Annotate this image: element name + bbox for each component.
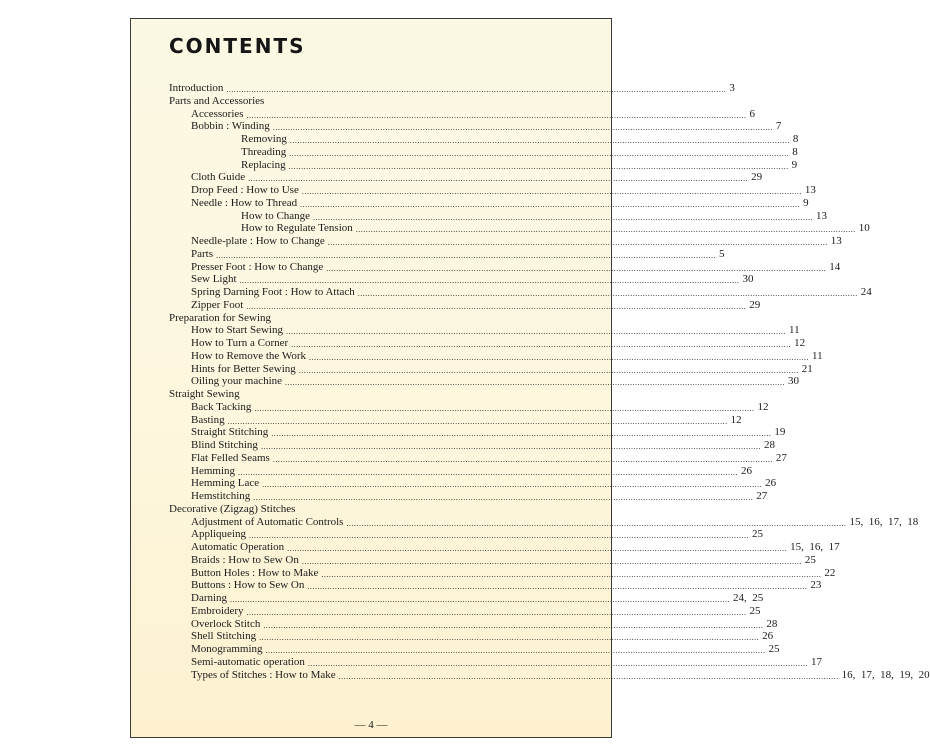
toc-entry xyxy=(169,388,240,401)
toc-entry xyxy=(169,82,735,95)
toc-entry-page: 8 xyxy=(792,145,798,158)
dot-leader: ........................................................................................................................................................................................................ xyxy=(288,161,789,171)
toc-entry-label: Cloth Guide xyxy=(191,171,246,184)
toc-entry-label: Removing xyxy=(241,133,287,145)
toc-entry-label: How to Regulate Tension xyxy=(241,222,353,235)
toc-entry xyxy=(191,362,813,376)
toc-entry-page: 8 xyxy=(792,133,799,145)
dot-leader: ........................................................................................................................................................................................................ xyxy=(355,225,856,235)
dot-leader: ........................................................................................................................................................................................................ xyxy=(227,416,728,426)
toc-entry-page: 17 xyxy=(810,655,822,668)
toc-entry xyxy=(241,158,798,172)
toc-entry xyxy=(191,171,763,184)
toc-entry-label: Automatic Operation xyxy=(191,541,285,553)
toc-entry-label: Basting xyxy=(191,413,225,426)
toc-entry-page: 15, 16, 17 xyxy=(790,541,840,553)
toc-entry-label: Oiling your machine xyxy=(191,375,283,388)
toc-entry-page: 30 xyxy=(742,273,754,286)
dot-leader: ........................................................................................................................................................................................................ xyxy=(272,454,773,464)
toc-entry-label: How to Change xyxy=(241,209,311,222)
dot-leader: ........................................................................................................................................................................................................ xyxy=(230,595,731,604)
toc-entry xyxy=(191,604,761,618)
dot-leader: ........................................................................................................................................................................................................ xyxy=(285,378,786,388)
toc-entry xyxy=(169,503,295,516)
toc-entry-label: Types of Stitches : How to Make xyxy=(191,668,336,681)
toc-entry xyxy=(191,349,823,363)
toc-entry-page: 25 xyxy=(804,553,816,566)
dot-leader: ........................................................................................................................................................................................................ xyxy=(259,633,760,643)
dot-leader: ........................................................................................................................................................................................................ xyxy=(238,467,738,477)
toc-entry-page: 13 xyxy=(816,209,828,222)
toc-entry xyxy=(241,209,828,223)
toc-entry-label: Sew Light xyxy=(191,273,237,286)
toc-entry-label: Presser Foot : How to Change xyxy=(191,260,324,273)
toc-entry-label: Straight Stitching xyxy=(191,426,269,439)
dot-leader: ........................................................................................................................................................................................................ xyxy=(265,646,766,655)
toc-entry xyxy=(191,579,822,592)
dot-leader: ........................................................................................................................................................................................................ xyxy=(262,480,763,490)
toc-entry xyxy=(169,95,264,108)
dot-leader: ........................................................................................................................................................................................................ xyxy=(298,365,799,375)
toc-entry xyxy=(241,145,798,159)
page-number: — 4 — xyxy=(354,719,388,731)
toc-entry xyxy=(191,439,775,452)
toc-entry-label: Back Tacking xyxy=(191,400,252,413)
toc-entry xyxy=(191,184,816,197)
toc-entry xyxy=(191,400,769,414)
toc-entry xyxy=(191,528,763,541)
toc-entry-label: Drop Feed : How to Use xyxy=(191,184,299,196)
toc-entry xyxy=(191,553,816,567)
toc-entry-page: 25 xyxy=(749,604,761,617)
dot-leader: ........................................................................................................................................................................................................ xyxy=(246,301,747,311)
toc-entry xyxy=(191,196,809,210)
dot-leader: ........................................................................................................................................................................................................ xyxy=(254,403,755,413)
dot-leader: ........................................................................................................................................................................................................ xyxy=(291,340,792,349)
toc-entry-page: 29 xyxy=(751,171,763,184)
page-title: CONTENTS xyxy=(169,34,306,58)
toc-entry-label: Spring Darning Foot : How to Attach xyxy=(191,286,355,298)
toc-entry-label: Hemstitching xyxy=(191,490,251,502)
toc-entry-page: 9 xyxy=(803,196,809,209)
dot-leader: ........................................................................................................................................................................................................ xyxy=(253,493,754,502)
toc-entry-page: 10 xyxy=(858,222,870,235)
toc-entry xyxy=(191,298,761,312)
toc-entry xyxy=(169,312,271,325)
toc-entry xyxy=(191,464,752,478)
dot-leader: ........................................................................................................................................................................................................ xyxy=(321,569,822,579)
dot-leader: ........................................................................................................................................................................................................ xyxy=(338,671,839,681)
dot-leader: ........................................................................................................................................................................................................ xyxy=(309,352,810,362)
toc-entry xyxy=(191,668,930,682)
toc-entry-label: Parts and Accessories xyxy=(169,94,265,107)
toc-entry-page: 28 xyxy=(766,617,778,630)
toc-entry xyxy=(191,515,919,529)
dot-leader: ........................................................................................................................................................................................................ xyxy=(246,110,747,120)
toc-entry-label: Needle-plate : How to Change xyxy=(191,235,325,247)
dot-leader: ........................................................................................................................................................................................................ xyxy=(216,250,716,260)
toc-entry-label: Semi-automatic operation xyxy=(191,655,305,668)
toc-entry xyxy=(191,566,836,580)
toc-entry-label: How to Start Sewing xyxy=(191,324,283,337)
toc-entry-label: Embroidery xyxy=(191,604,244,617)
dot-leader: ........................................................................................................................................................................................................ xyxy=(248,174,749,184)
toc-entry-page: 12 xyxy=(757,400,769,413)
toc-entry-page: 21 xyxy=(801,362,813,375)
toc-entry-label: How to Remove the Work xyxy=(191,349,307,362)
toc-entry xyxy=(191,235,842,248)
dot-leader: ........................................................................................................................................................................................................ xyxy=(313,212,814,222)
toc-entry-label: How to Turn a Corner xyxy=(191,337,289,349)
toc-entry xyxy=(191,592,764,605)
toc-entry-label: Monogramming xyxy=(191,643,263,655)
toc-entry-page: 26 xyxy=(765,477,777,490)
dot-leader: ........................................................................................................................................................................................................ xyxy=(301,556,802,566)
toc-entry-page: 28 xyxy=(763,439,775,451)
toc-entry-page: 19 xyxy=(774,426,786,439)
toc-entry-page: 6 xyxy=(749,107,756,120)
toc-entry-label: Hemming xyxy=(191,464,235,477)
toc-entry xyxy=(191,630,774,643)
toc-entry xyxy=(191,426,786,439)
toc-entry xyxy=(191,541,840,554)
toc-entry xyxy=(191,451,787,465)
toc-entry xyxy=(191,655,822,669)
toc-entry-label: Accessories xyxy=(191,107,244,120)
toc-entry-page: 13 xyxy=(804,184,816,196)
toc-entry xyxy=(241,222,870,235)
dot-leader: ........................................................................................................................................................................................................ xyxy=(307,582,808,592)
toc-entry-page: 30 xyxy=(788,375,800,388)
toc-entry xyxy=(191,107,756,121)
toc-entry xyxy=(191,643,780,656)
toc-entry xyxy=(191,477,777,490)
dot-leader: ........................................................................................................................................................................................................ xyxy=(260,442,761,451)
dot-leader: ........................................................................................................................................................................................................ xyxy=(289,148,790,158)
toc-entry-label: Hemming Lace xyxy=(191,477,260,490)
dot-leader: ........................................................................................................................................................................................................ xyxy=(249,531,749,541)
toc-entry xyxy=(191,286,872,299)
toc-entry-label: Darning xyxy=(191,592,228,604)
toc-entry-label: Decorative (Zigzag) Stitches xyxy=(169,502,296,515)
toc-entry-page: 25 xyxy=(752,528,763,541)
toc-entry-label: Adjustment of Automatic Controls xyxy=(191,515,344,528)
toc-entry-page: 12 xyxy=(794,337,806,349)
toc-entry-label: Needle : How to Thread xyxy=(191,196,298,209)
toc-entry-page: 27 xyxy=(756,490,768,502)
toc-entry-page: 13 xyxy=(830,235,842,247)
dot-leader: ........................................................................................................................................................................................................ xyxy=(346,518,847,528)
toc-entry-page: 11 xyxy=(812,349,823,362)
dot-leader: ........................................................................................................................................................................................................ xyxy=(327,238,828,247)
toc-entry-page: 24, 25 xyxy=(733,592,764,604)
toc-entry xyxy=(241,133,799,146)
toc-entry-label: Preparation for Sewing xyxy=(169,311,272,324)
toc-entry xyxy=(191,337,806,350)
dot-leader: ........................................................................................................................................................................................................ xyxy=(357,289,858,298)
toc-entry-label: Blind Stitching xyxy=(191,439,258,451)
dot-leader: ........................................................................................................................................................................................................ xyxy=(289,136,790,145)
toc-entry-page: 11 xyxy=(788,324,800,337)
dot-leader: ........................................................................................................................................................................................................ xyxy=(300,199,801,209)
dot-leader: ........................................................................................................................................................................................................ xyxy=(285,327,786,337)
toc-entry-label: Braids : How to Sew On xyxy=(191,553,299,566)
toc-entry-page: 16, 17, 18, 19, 20 xyxy=(841,668,930,681)
toc-entry-label: Overlock Stitch xyxy=(191,617,261,630)
dot-leader: ........................................................................................................................................................................................................ xyxy=(301,187,802,196)
toc-entry-label: Appliqueing xyxy=(191,528,246,541)
toc-entry xyxy=(191,273,754,286)
toc-entry-label: Zipper Foot xyxy=(191,298,244,311)
toc-entry-label: Hints for Better Sewing xyxy=(191,362,296,375)
dot-leader: ........................................................................................................................................................................................................ xyxy=(226,85,727,94)
toc-entry xyxy=(191,324,800,337)
toc-entry-label: Flat Felled Seams xyxy=(191,451,270,464)
dot-leader: ........................................................................................................................................................................................................ xyxy=(246,607,747,617)
dot-leader: ........................................................................................................................................................................................................ xyxy=(287,544,788,553)
dot-leader: ........................................................................................................................................................................................................ xyxy=(326,263,827,273)
toc-entry-page: 27 xyxy=(775,451,787,464)
toc-entry-label: Buttons : How to Sew On xyxy=(191,579,305,592)
toc-entry xyxy=(191,490,768,503)
toc-entry xyxy=(191,260,841,274)
toc-entry-label: Introduction xyxy=(169,82,224,94)
toc-entry-page: 26 xyxy=(762,630,774,643)
toc-entry-page: 29 xyxy=(749,298,761,311)
dot-leader: ........................................................................................................................................................................................................ xyxy=(263,620,764,630)
toc-entry-label: Button Holes : How to Make xyxy=(191,566,319,579)
toc-entry-label: Threading xyxy=(241,145,287,158)
toc-entry xyxy=(191,247,725,261)
dot-leader: ........................................................................................................................................................................................................ xyxy=(271,429,772,439)
toc-entry-page: 7 xyxy=(775,120,782,133)
toc-entry-label: Straight Sewing xyxy=(169,388,240,400)
toc-entry-page: 23 xyxy=(810,579,822,592)
dot-leader: ........................................................................................................................................................................................................ xyxy=(307,658,808,668)
toc-entry-label: Bobbin : Winding xyxy=(191,120,270,133)
toc-entry-page: 5 xyxy=(719,247,725,260)
toc-entry-page: 14 xyxy=(829,260,841,273)
toc-entry-label: Replacing xyxy=(241,158,286,171)
toc-entry-page: 12 xyxy=(730,413,742,426)
dot-leader: ........................................................................................................................................................................................................ xyxy=(239,276,740,286)
table-of-contents xyxy=(131,19,930,737)
toc-entry-label: Shell Stitching xyxy=(191,630,257,643)
toc-entry-page: 24 xyxy=(860,286,872,298)
toc-entry xyxy=(191,617,778,631)
toc-entry-page: 22 xyxy=(824,566,836,579)
toc-entry-page: 3 xyxy=(729,82,735,94)
toc-entry xyxy=(191,120,782,133)
toc-entry-label: Parts xyxy=(191,247,213,260)
manual-page xyxy=(130,18,930,738)
toc-entry-page: 26 xyxy=(741,464,752,477)
toc-entry-page: 15, 16, 17, 18 xyxy=(849,515,919,528)
toc-entry-page: 25 xyxy=(768,643,780,655)
toc-entry xyxy=(191,375,800,388)
toc-entry xyxy=(191,413,742,427)
dot-leader: ........................................................................................................................................................................................................ xyxy=(272,123,773,133)
toc-entry-page: 9 xyxy=(791,158,798,171)
